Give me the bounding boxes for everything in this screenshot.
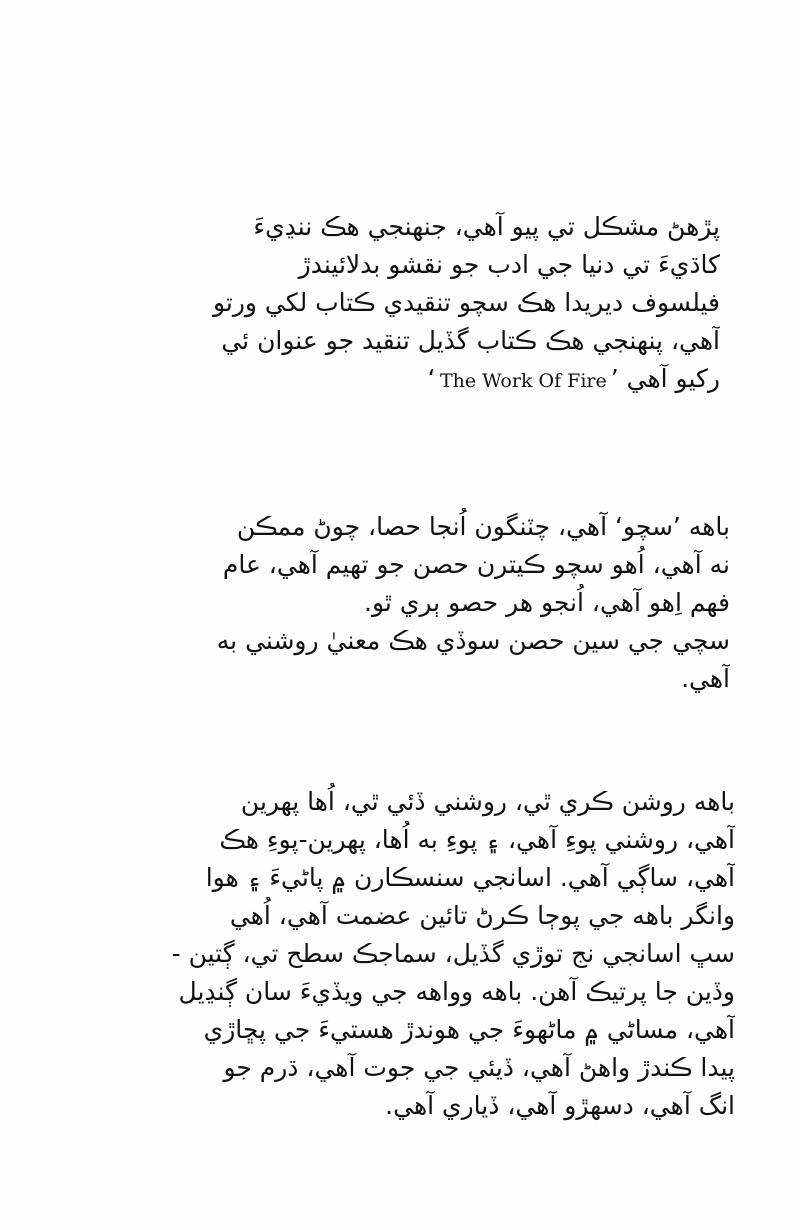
english-book-title: The Work Of Fire bbox=[439, 370, 607, 392]
text-line: آهي، پنهنجي هڪ ڪتاب گڏيل تنقيد جو عنوان ئي bbox=[221, 326, 720, 355]
text-line: پڙهڻ مشڪل تي پيو آهي، جنهنجي هڪ ننڍيءَ bbox=[253, 212, 720, 241]
text-line: آهي، مساڻي ۾ ماڻهوءَ جي هوندڙ هستيءَ جي پڇاڙي bbox=[203, 1015, 735, 1044]
text-line: آهي، ساڳي آهي. اسانجي سنسڪارن ۾ پاڻيءَ ۽ هوا bbox=[205, 863, 735, 892]
text-line: باهه روشن ڪري ٿي، روشني ڏئي ٿي، اُها پهرين bbox=[240, 787, 735, 816]
paragraph-3 bbox=[85, 783, 735, 1125]
text-line: وانگر باهه جي پوڄا ڪرڻ تائين عضمت آهي، اُهي bbox=[229, 901, 735, 930]
text-line: فيلسوف ديريدا هڪ سچو تنقيدي ڪتاب لکي ورتو bbox=[212, 288, 720, 317]
text-line: فهم اِهو آهي، اُنجو هر حصو ٻري ٿو. bbox=[364, 588, 730, 617]
text-line: نه آهي، اُهو سچو ڪيترن حصن جو تهيم آهي، عام bbox=[222, 550, 730, 579]
text-line: پيدا ڪندڙ واهڻ آهي، ڏيئي جي جوت آهي، ڌرم جو bbox=[223, 1053, 735, 1082]
text-line: آهي. bbox=[681, 664, 730, 693]
paragraph-1 bbox=[70, 208, 720, 398]
text-line: سڀ اسانجي نج توڙي گڏيل، سماجڪ سطح تي، ڳتين - bbox=[171, 939, 735, 968]
text-line: وڏين جا پرتيڪ آهن. باهه وواهه جي ويڏيءَ سان ڳنڍيل bbox=[178, 977, 735, 1006]
text-line-with-title: رکيو آهي ’The Work Of Fire‘ bbox=[427, 364, 720, 393]
text-line: کاڌيءَ تي دنيا جي ادب جو نقشو بدلائيندڙ bbox=[298, 250, 720, 279]
text-fragment: رکيو آهي bbox=[626, 364, 720, 393]
paragraph-2 bbox=[75, 508, 730, 698]
text-line: باهه ’سچو‘ آهي، چٽنگون اُنجا حصا، چوڻ ممڪن bbox=[236, 512, 730, 541]
text-line: آهي، روشني پوءِ آهي، ۽ پوءِ به اُها، پهرين-پوءِ هڪ bbox=[219, 825, 735, 854]
text-line: انگ آهي، دسهڙو آهي، ڏياري آهي. bbox=[385, 1091, 735, 1120]
text-line: سچي جي سين حصن سوڏي هڪ معنيٰ روشني به bbox=[216, 626, 730, 655]
